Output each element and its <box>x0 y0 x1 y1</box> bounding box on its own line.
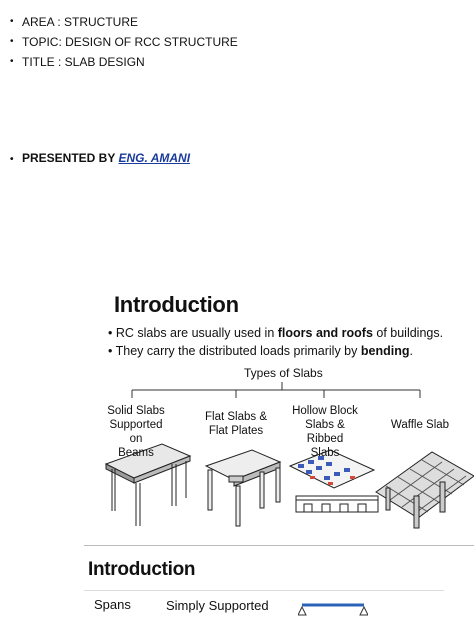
bullet-dot: • <box>10 16 14 27</box>
type-flat-slab <box>202 410 270 438</box>
topic-text: TOPIC: DESIGN OF RCC STRUCTURE <box>22 35 238 49</box>
type-solid-line3: Beams <box>118 447 154 459</box>
b1-post: of buildings. <box>372 326 444 340</box>
slide1-title: Introduction <box>114 292 239 317</box>
b1-bold: floors and roofs <box>277 326 373 340</box>
b2-post: . <box>409 344 413 358</box>
bullet-dot: • <box>10 154 14 165</box>
type-waffle-line1: Waffle Slab <box>390 419 450 431</box>
type-solid-line1: Solid Slabs <box>107 405 165 417</box>
bullet-title <box>10 52 238 72</box>
bullet-area <box>10 12 238 32</box>
cover-bullet-list <box>10 12 238 72</box>
presented-by-label: PRESENTED BY <box>22 151 119 165</box>
b2-bold: bending <box>360 344 410 358</box>
slide-divider <box>84 545 474 546</box>
bullet-dot: • <box>10 56 14 67</box>
type-solid-line2: Supported on <box>109 419 163 445</box>
b2-pre: They carry the distributed loads primarily by <box>115 344 361 358</box>
bullet-dot: • <box>10 36 14 47</box>
type-flat-line2: Flat Plates <box>208 425 264 437</box>
type-hollow-line2: Slabs & Ribbed <box>305 419 345 445</box>
type-hollow-block <box>286 404 364 460</box>
tree-connectors <box>132 382 420 398</box>
slide2-rule <box>84 590 444 591</box>
title-text: TITLE : SLAB DESIGN <box>22 55 145 69</box>
b1-pre: RC slabs are usually used in <box>115 326 278 340</box>
simply-supported-label: Simply Supported <box>166 598 269 613</box>
slide1-bullet-2: • They carry the distributed loads primarily by bending. <box>108 344 413 358</box>
area-text: AREA : STRUCTURE <box>22 15 139 29</box>
types-title: Types of Slabs <box>244 366 323 380</box>
bullet-topic <box>10 32 238 52</box>
waffle-slab-illustration <box>376 452 474 528</box>
type-waffle-slab <box>380 418 460 432</box>
type-flat-line1: Flat Slabs & <box>205 411 267 423</box>
type-solid-slab <box>102 404 170 460</box>
presenter-name-link[interactable]: ENG. AMANI <box>118 151 191 165</box>
simply-supported-beam-icon <box>298 601 368 621</box>
type-hollow-line1: Hollow Block <box>292 405 358 417</box>
type-hollow-line3: Slabs <box>310 447 340 459</box>
slide2-title: Introduction <box>88 559 196 580</box>
slide-types-of-slabs <box>84 286 474 536</box>
spans-label: Spans <box>94 597 131 612</box>
slide-introduction-spans <box>84 545 474 632</box>
flat-slab-illustration <box>206 450 280 526</box>
presenter-line <box>10 151 190 165</box>
slide1-bullet-1: • RC slabs are usually used in floors and roofs of buildings. <box>108 326 444 340</box>
